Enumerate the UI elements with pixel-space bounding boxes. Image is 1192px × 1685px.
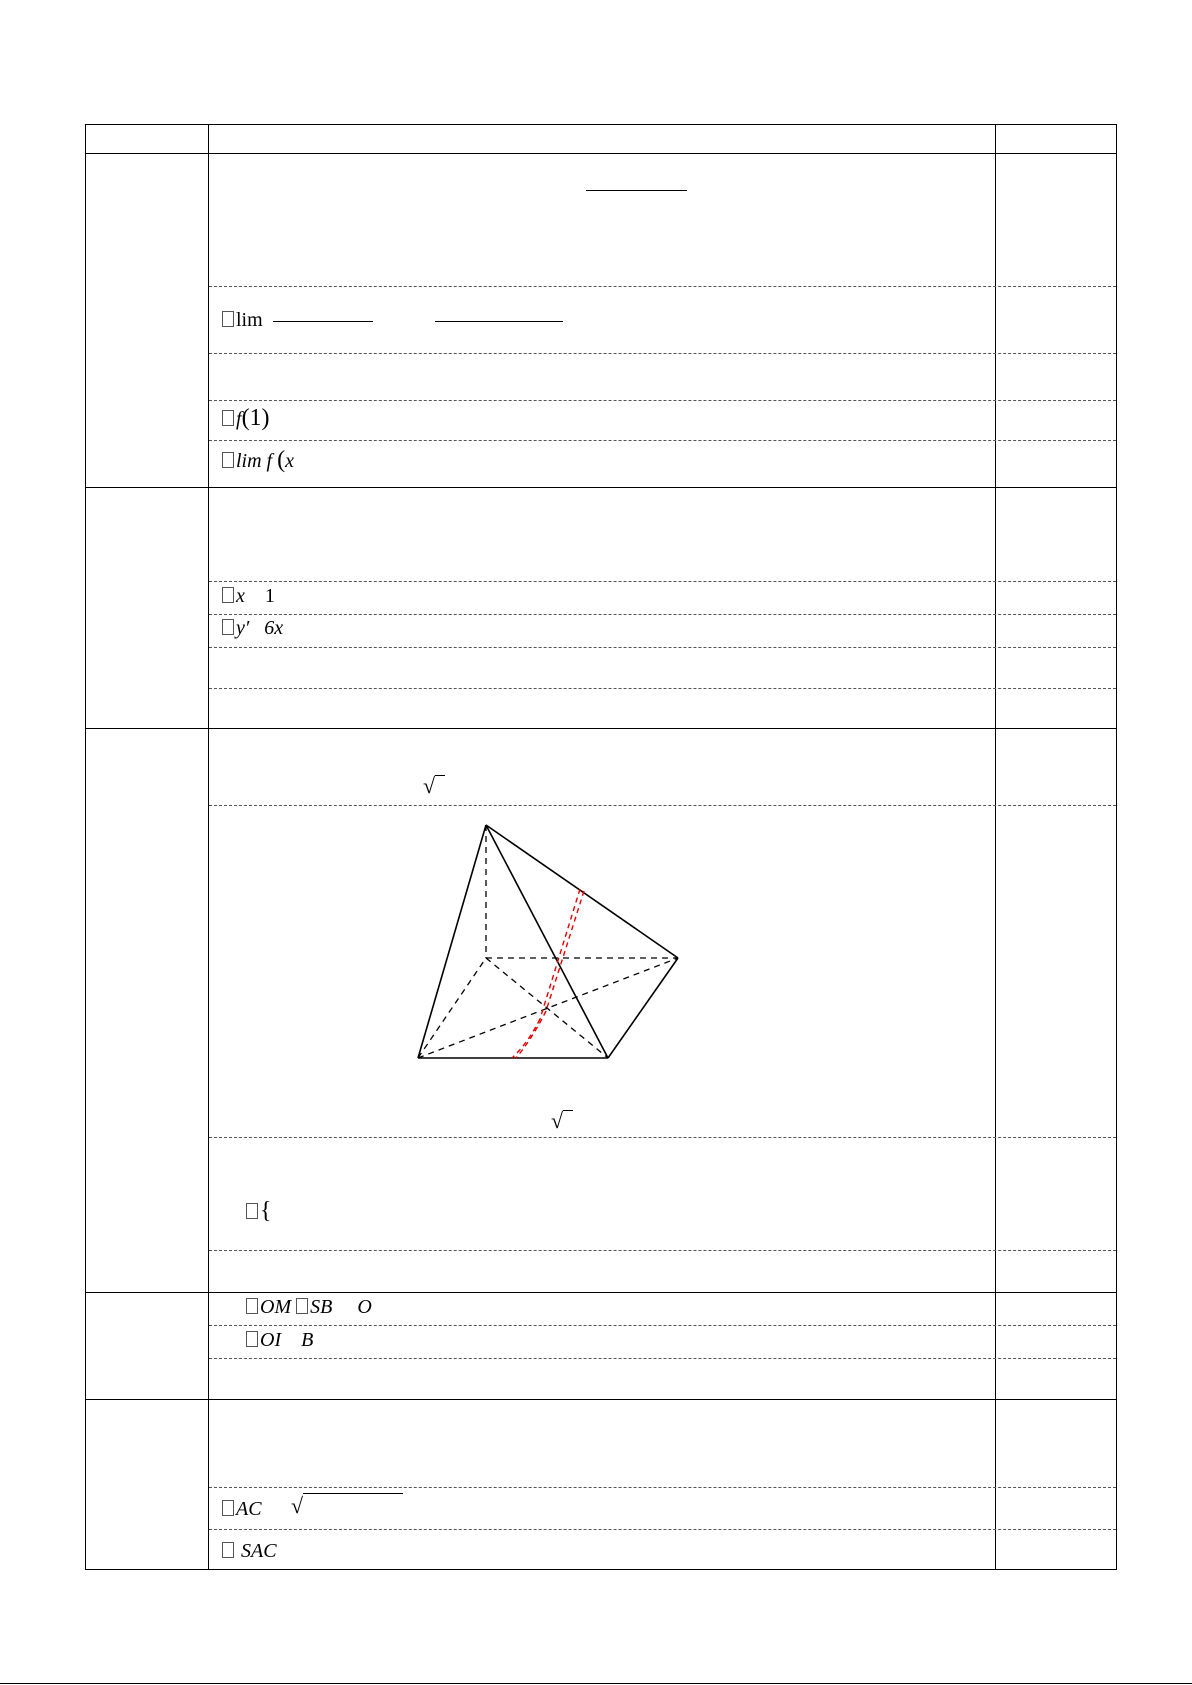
formula-step: lim (222, 309, 263, 331)
formula-step: OM SB O (246, 1296, 372, 1318)
header-row-divider (86, 153, 1116, 154)
column-divider-left (208, 125, 209, 1569)
placeholder-glyph-icon (246, 1203, 258, 1219)
fraction-bar (435, 321, 563, 322)
formula-step: x 1 (222, 585, 275, 607)
formula-step: AC (222, 1498, 262, 1520)
step-divider (209, 647, 1116, 648)
placeholder-glyph-icon (222, 1542, 234, 1558)
formula-step: SAC (222, 1540, 277, 1562)
edge-hidden (418, 958, 486, 1058)
step-divider (209, 286, 1116, 287)
section-line-red (540, 889, 580, 1019)
fraction-bar (273, 321, 373, 322)
sqrt-bar (563, 1110, 573, 1111)
step-divider (209, 353, 1116, 354)
formula-step: { (246, 1200, 272, 1223)
edge-solid (486, 825, 608, 1058)
placeholder-glyph-icon (222, 619, 234, 635)
section-divider-1 (86, 487, 1116, 488)
edge-solid (608, 958, 678, 1058)
edge-hidden (486, 958, 608, 1058)
step-divider (209, 1529, 1116, 1530)
placeholder-glyph-icon (222, 452, 234, 468)
placeholder-glyph-icon (222, 410, 234, 426)
edge-solid (418, 825, 486, 1058)
pyramid-figure (406, 813, 836, 1118)
sqrt-bar (303, 1493, 403, 1494)
placeholder-glyph-icon (222, 587, 234, 603)
step-divider (209, 1137, 1116, 1138)
section-line-red (512, 1019, 540, 1058)
column-divider-right (995, 125, 996, 1569)
placeholder-glyph-icon (246, 1298, 258, 1314)
step-divider (209, 688, 1116, 689)
placeholder-glyph-icon (246, 1331, 258, 1347)
edge-solid (486, 825, 678, 958)
sqrt-bar (435, 775, 445, 776)
step-divider (209, 1358, 1116, 1359)
solution-table (85, 124, 1117, 1570)
step-divider (209, 1487, 1116, 1488)
step-divider (209, 805, 1116, 806)
step-divider (209, 614, 1116, 615)
placeholder-glyph-icon (222, 311, 234, 327)
formula-step: lim f (x (222, 449, 294, 472)
step-divider (209, 1325, 1116, 1326)
placeholder-glyph-icon (222, 1500, 234, 1516)
page-edge (0, 1683, 1192, 1684)
section-divider-3 (86, 1292, 1116, 1293)
pyramid-diagram (406, 813, 836, 1113)
step-divider (209, 1250, 1116, 1251)
sqrt-sign: √ (551, 1108, 564, 1133)
section-divider-4 (86, 1399, 1116, 1400)
step-divider (209, 440, 1116, 441)
sqrt-sign: √ (423, 773, 436, 798)
formula-step: OI B (246, 1329, 313, 1351)
sqrt-sign: √ (291, 1493, 304, 1518)
formula-step: y′ 6x (222, 617, 283, 639)
step-divider (209, 400, 1116, 401)
placeholder-glyph-icon (296, 1298, 308, 1314)
fraction-bar (586, 190, 687, 191)
formula-step: f(1) (222, 407, 270, 430)
step-divider (209, 581, 1116, 582)
section-divider-2 (86, 728, 1116, 729)
